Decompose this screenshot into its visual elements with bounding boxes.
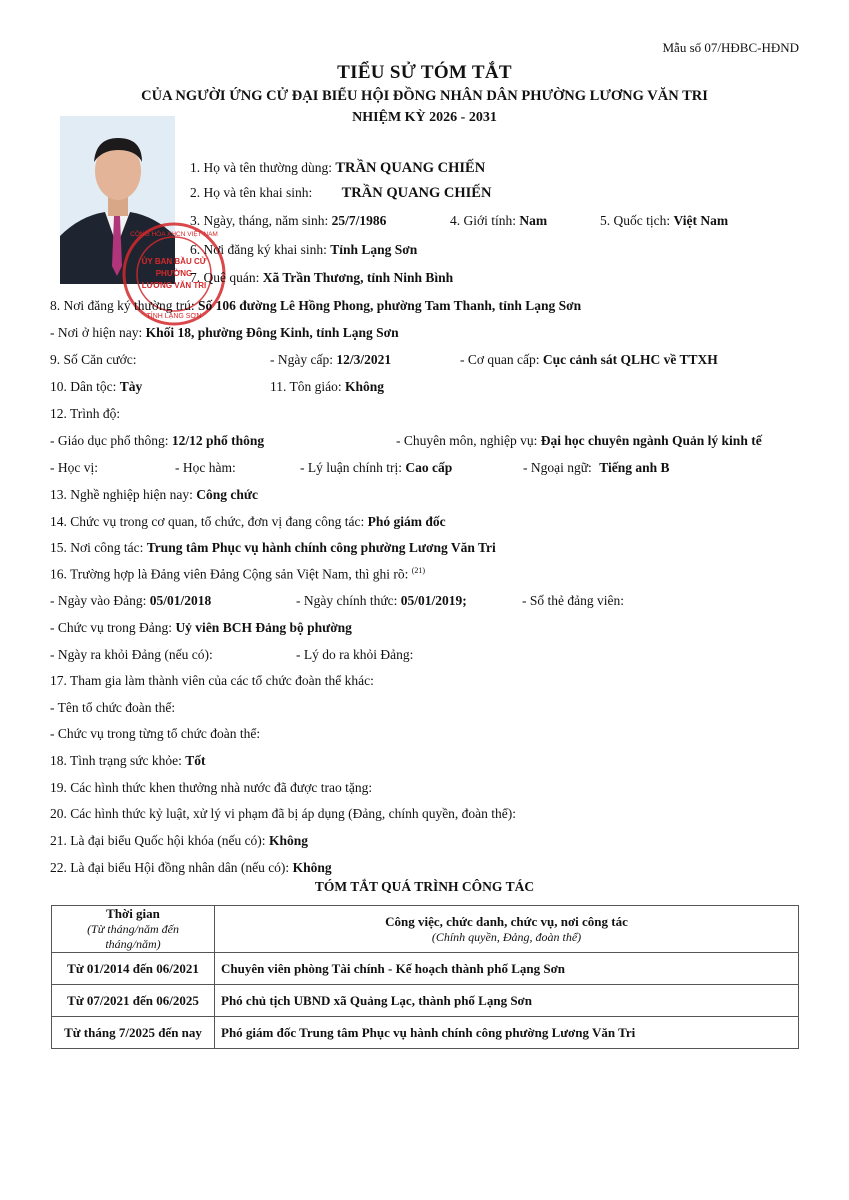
field-permanent-residence: 8. Nơi đăng ký thường trú: Số 106 đường Lê Hồng Phong, phường Tam Thanh, tỉnh Lạng Sơn — [50, 298, 582, 313]
row-job: Phó chủ tịch UBND xã Quảng Lạc, thành phố Lạng Sơn — [215, 985, 799, 1017]
field-workplace: 15. Nơi công tác: Trung tâm Phục vụ hành chính công phường Lương Văn Tri — [50, 540, 496, 555]
field-education-heading: 12. Trình độ: — [50, 406, 121, 421]
svg-text:CỘNG HÒA XHCN VIỆT NAM: CỘNG HÒA XHCN VIỆT NAM — [130, 231, 218, 238]
field-foreign-language: - Ngoại ngữ: Tiếng anh B — [523, 460, 670, 475]
field-party-leave-reason: - Lý do ra khỏi Đảng: — [296, 647, 414, 662]
row-time: Từ tháng 7/2025 đến nay — [52, 1017, 215, 1049]
field-degree: - Học vị: — [50, 460, 98, 475]
col-job-header: Công việc, chức danh, chức vụ, nơi công tác (Chính quyền, Đảng, đoàn thể) — [215, 906, 799, 953]
field-common-name: 1. Họ và tên thường dùng: TRẦN QUANG CHIẾN — [190, 160, 486, 176]
field-current-residence: - Nơi ở hiện nay: Khối 18, phường Đông Kinh, tỉnh Lạng Sơn — [50, 325, 399, 340]
field-academic-title: - Học hàm: — [175, 460, 236, 475]
field-party-official-date: - Ngày chính thức: 05/01/2019; — [296, 593, 467, 608]
field-party-heading: 16. Trường hợp là Đảng viên Đảng Cộng sản Việt Nam, thì ghi rõ: $^{(21)}$ — [50, 566, 426, 582]
field-occupation: 13. Nghề nghiệp hiện nay: Công chức — [50, 487, 258, 502]
table-row — [52, 953, 799, 985]
table-row — [52, 1017, 799, 1049]
field-disciplines: 20. Các hình thức kỷ luật, xử lý vi phạm đã bị áp dụng (Đảng, chính quyền, đoàn thể): — [50, 806, 517, 821]
field-id-issue-date: - Ngày cấp: 12/3/2021 — [270, 352, 392, 367]
field-health: 18. Tình trạng sức khỏe: Tốt — [50, 753, 206, 768]
work-history-table — [51, 905, 799, 1049]
field-org-position: - Chức vụ trong từng tổ chức đoàn thể: — [50, 726, 261, 741]
field-party-position: - Chức vụ trong Đảng: Uỷ viên BCH Đảng bộ phường — [50, 620, 352, 635]
field-gender: 4. Giới tính: Nam — [450, 213, 548, 228]
row-job: Chuyên viên phòng Tài chính - Kế hoạch thành phố Lạng Sơn — [215, 953, 799, 985]
field-awards: 19. Các hình thức khen thưởng nhà nước đã được trao tặng: — [50, 780, 373, 795]
row-time: Từ 01/2014 đến 06/2021 — [52, 953, 215, 985]
field-birth-registration: 6. Nơi đăng ký khai sinh: Tỉnh Lạng Sơn — [190, 242, 418, 257]
document-title: TIỂU SỬ TÓM TẮT — [337, 62, 512, 83]
svg-text:LƯƠNG VĂN TRI: LƯƠNG VĂN TRI — [141, 281, 207, 290]
field-ethnicity: 10. Dân tộc: Tày — [50, 379, 143, 394]
field-national-assembly: 21. Là đại biểu Quốc hội khóa (nếu có): Không — [50, 833, 308, 848]
field-party-leave-date: - Ngày ra khỏi Đảng (nếu có): — [50, 647, 213, 662]
svg-text:TỈNH LẠNG SƠN: TỈNH LẠNG SƠN — [146, 313, 202, 320]
field-id-number: 9. Số Căn cước: — [50, 352, 137, 367]
field-organizations: 17. Tham gia làm thành viên của các tổ chức đoàn thể khác: — [50, 673, 374, 688]
field-party-join-date: - Ngày vào Đảng: 05/01/2018 — [50, 593, 212, 608]
form-number: Mẫu số 07/HĐBC-HĐND — [662, 40, 799, 55]
field-religion: 11. Tôn giáo: Không — [270, 379, 385, 394]
row-job: Phó giám đốc Trung tâm Phục vụ hành chính công phường Lương Văn Tri — [215, 1017, 799, 1049]
field-peoples-council: 22. Là đại biểu Hội đồng nhân dân (nếu có): Không — [50, 860, 332, 875]
work-history-heading: TÓM TẮT QUÁ TRÌNH CÔNG TÁC — [314, 879, 535, 894]
field-hometown: 7. Quê quán: Xã Trần Thương, tỉnh Ninh Bình — [190, 270, 454, 285]
field-major: - Chuyên môn, nghiệp vụ: Đại học chuyên ngành Quản lý kinh tế — [396, 433, 762, 448]
field-dob: 3. Ngày, tháng, năm sinh: 25/7/1986 — [190, 213, 387, 228]
field-general-education: - Giáo dục phổ thông: 12/12 phổ thông — [50, 433, 265, 448]
svg-text:PHƯỜNG: PHƯỜNG — [155, 269, 193, 278]
field-id-issuer: - Cơ quan cấp: Cục cảnh sát QLHC về TTXH — [460, 352, 718, 367]
document-subtitle: CỦA NGƯỜI ỨNG CỬ ĐẠI BIỂU HỘI ĐỒNG NHÂN DÂN PHƯỜNG LƯƠNG VĂN TRI — [141, 88, 708, 104]
svg-text:ỦY BAN BẦU CỬ: ỦY BAN BẦU CỬ — [141, 257, 207, 266]
field-party-card: - Số thẻ đảng viên: — [522, 593, 624, 608]
row-time: Từ 07/2021 đến 06/2025 — [52, 985, 215, 1017]
field-political-theory: - Lý luận chính trị: Cao cấp — [300, 460, 453, 475]
document-term: NHIỆM KỲ 2026 - 2031 — [352, 110, 497, 125]
field-birth-name: 2. Họ và tên khai sinh: TRẦN QUANG CHIẾN — [190, 185, 492, 201]
field-nationality: 5. Quốc tịch: Việt Nam — [600, 213, 729, 228]
field-org-name: - Tên tổ chức đoàn thể: — [50, 700, 176, 715]
col-time-header: Thời gian (Từ tháng/năm đến tháng/năm) — [52, 906, 215, 953]
field-position: 14. Chức vụ trong cơ quan, tổ chức, đơn vị đang công tác: Phó giám đốc — [50, 514, 446, 529]
table-row — [52, 985, 799, 1017]
